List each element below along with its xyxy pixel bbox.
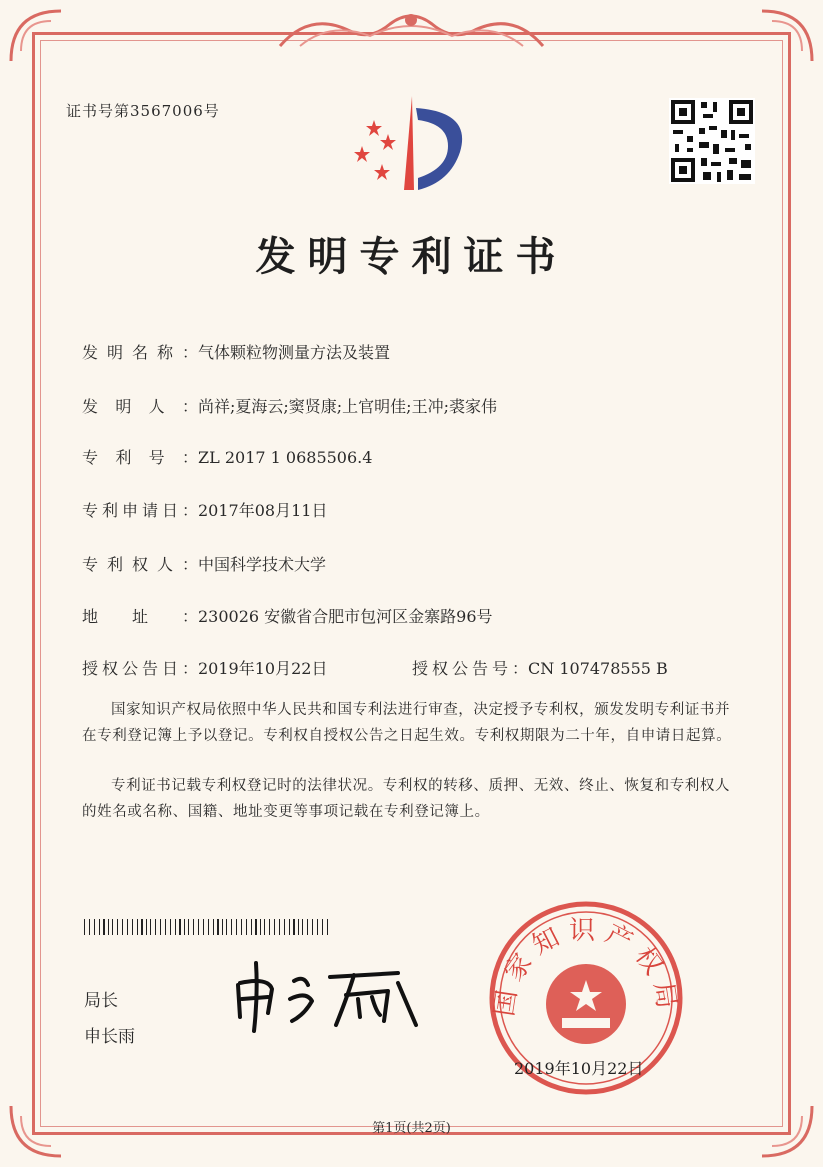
- field-label: 地址：: [82, 607, 198, 626]
- barcode-bar: [208, 919, 209, 935]
- barcode-bar: [193, 919, 194, 935]
- field-value: ZL 2017 1 0685506.4: [198, 448, 373, 467]
- director-signature: [228, 955, 428, 1035]
- field-label: 授权公告日：: [82, 659, 198, 678]
- field-label: 专利号：: [82, 448, 198, 467]
- barcode-bar: [117, 919, 118, 935]
- barcode-bar: [264, 919, 265, 935]
- barcode-bar: [312, 919, 313, 935]
- certificate-number: 证书号第3567006号: [66, 102, 220, 120]
- seal-text: 国家知识产权局: [489, 916, 683, 1019]
- barcode-bar: [246, 919, 247, 935]
- barcode-bar: [274, 919, 275, 935]
- barcode-bar: [217, 919, 219, 935]
- corner-ornament-top-left: [6, 6, 66, 66]
- seal-date: 2019年10月22日: [514, 1059, 644, 1078]
- barcode-bar: [165, 919, 166, 935]
- barcode-bar: [307, 919, 308, 935]
- barcode-bar: [317, 919, 318, 935]
- barcode-bar: [289, 919, 290, 935]
- field-value: 2019年10月22日: [198, 659, 328, 678]
- field-label: 发明人：: [82, 397, 198, 416]
- barcode-bar: [141, 919, 143, 935]
- barcode-bar: [222, 919, 223, 935]
- statement-paragraph-2: 专利证书记载专利权登记时的法律状况。专利权的转移、质押、无效、终止、恢复和专利权人的姓名或名称、国籍、地址变更等事项记载在专利登记簿上。: [82, 778, 731, 820]
- barcode-bar: [284, 919, 285, 935]
- field-grant-number: [412, 656, 668, 679]
- barcode-bar: [155, 919, 156, 935]
- field-value: CN 107478555 B: [528, 659, 668, 678]
- barcode-bar: [198, 919, 199, 935]
- barcode-bar: [175, 919, 176, 935]
- barcode-bar: [293, 919, 295, 935]
- qr-code: [669, 98, 755, 184]
- field-application-date: [82, 498, 327, 521]
- field-value: 230026 安徽省合肥市包河区金寨路96号: [198, 607, 493, 626]
- barcode-bar: [179, 919, 181, 935]
- field-label: 专利申请日：: [82, 501, 198, 520]
- field-address: [82, 604, 493, 627]
- barcode-bar: [84, 919, 85, 935]
- field-patentee: [82, 552, 326, 575]
- director-title: 局长: [84, 991, 118, 1011]
- field-value: 中国科学技术大学: [198, 555, 327, 574]
- barcode-bar: [260, 919, 261, 935]
- barcode-bar: [203, 919, 204, 935]
- barcode-bar: [236, 919, 237, 935]
- field-label: 专利权人：: [82, 555, 198, 574]
- barcode-bar: [188, 919, 189, 935]
- field-label: 授权公告号：: [412, 659, 528, 678]
- page-number: 第1页(共2页): [372, 1121, 451, 1136]
- barcode-bar: [150, 919, 151, 935]
- barcode-bar: [146, 919, 147, 935]
- barcode-bar: [322, 919, 323, 935]
- barcode-bar: [94, 919, 95, 935]
- barcode-bar: [251, 919, 252, 935]
- barcode-bar: [170, 919, 171, 935]
- barcode-bar: [255, 919, 257, 935]
- barcode-bar: [112, 919, 113, 935]
- barcode-bar: [99, 919, 100, 935]
- field-grant-date: [82, 656, 327, 679]
- barcode: [84, 919, 330, 935]
- corner-ornament-top-right: [757, 6, 817, 66]
- field-value: 尚祥;夏海云;窦贤康;上官明佳;王冲;裘家伟: [198, 397, 497, 416]
- barcode-bar: [137, 919, 138, 935]
- field-inventors: [82, 394, 497, 417]
- barcode-bar: [279, 919, 280, 935]
- field-patent-number: [82, 445, 372, 468]
- barcode-bar: [127, 919, 128, 935]
- director-name: 申长雨: [84, 1027, 135, 1047]
- barcode-bar: [184, 919, 185, 935]
- barcode-bar: [89, 919, 90, 935]
- cnipa-emblem-icon: [340, 90, 480, 200]
- barcode-bar: [213, 919, 214, 935]
- barcode-bar: [132, 919, 133, 935]
- barcode-bar: [103, 919, 105, 935]
- field-value: 气体颗粒物测量方法及装置: [198, 343, 391, 362]
- barcode-bar: [160, 919, 161, 935]
- barcode-bar: [327, 919, 328, 935]
- document-title: 发明专利证书: [255, 234, 568, 280]
- barcode-bar: [226, 919, 227, 935]
- top-ornament: [270, 6, 553, 56]
- barcode-bar: [108, 919, 109, 935]
- field-invention-name: [82, 340, 390, 363]
- field-value: 2017年08月11日: [198, 501, 328, 520]
- barcode-bar: [231, 919, 232, 935]
- barcode-bar: [298, 919, 299, 935]
- field-label: 发明名称：: [82, 343, 198, 362]
- barcode-bar: [302, 919, 303, 935]
- barcode-bar: [241, 919, 242, 935]
- barcode-bar: [122, 919, 123, 935]
- barcode-bar: [269, 919, 270, 935]
- statement-paragraph-1: 国家知识产权局依照中华人民共和国专利法进行审查，决定授予专利权，颁发发明专利证书并在专利登记簿上予以登记。专利权自授权公告之日起生效。专利权期限为二十年，自申请日起算。: [82, 702, 732, 744]
